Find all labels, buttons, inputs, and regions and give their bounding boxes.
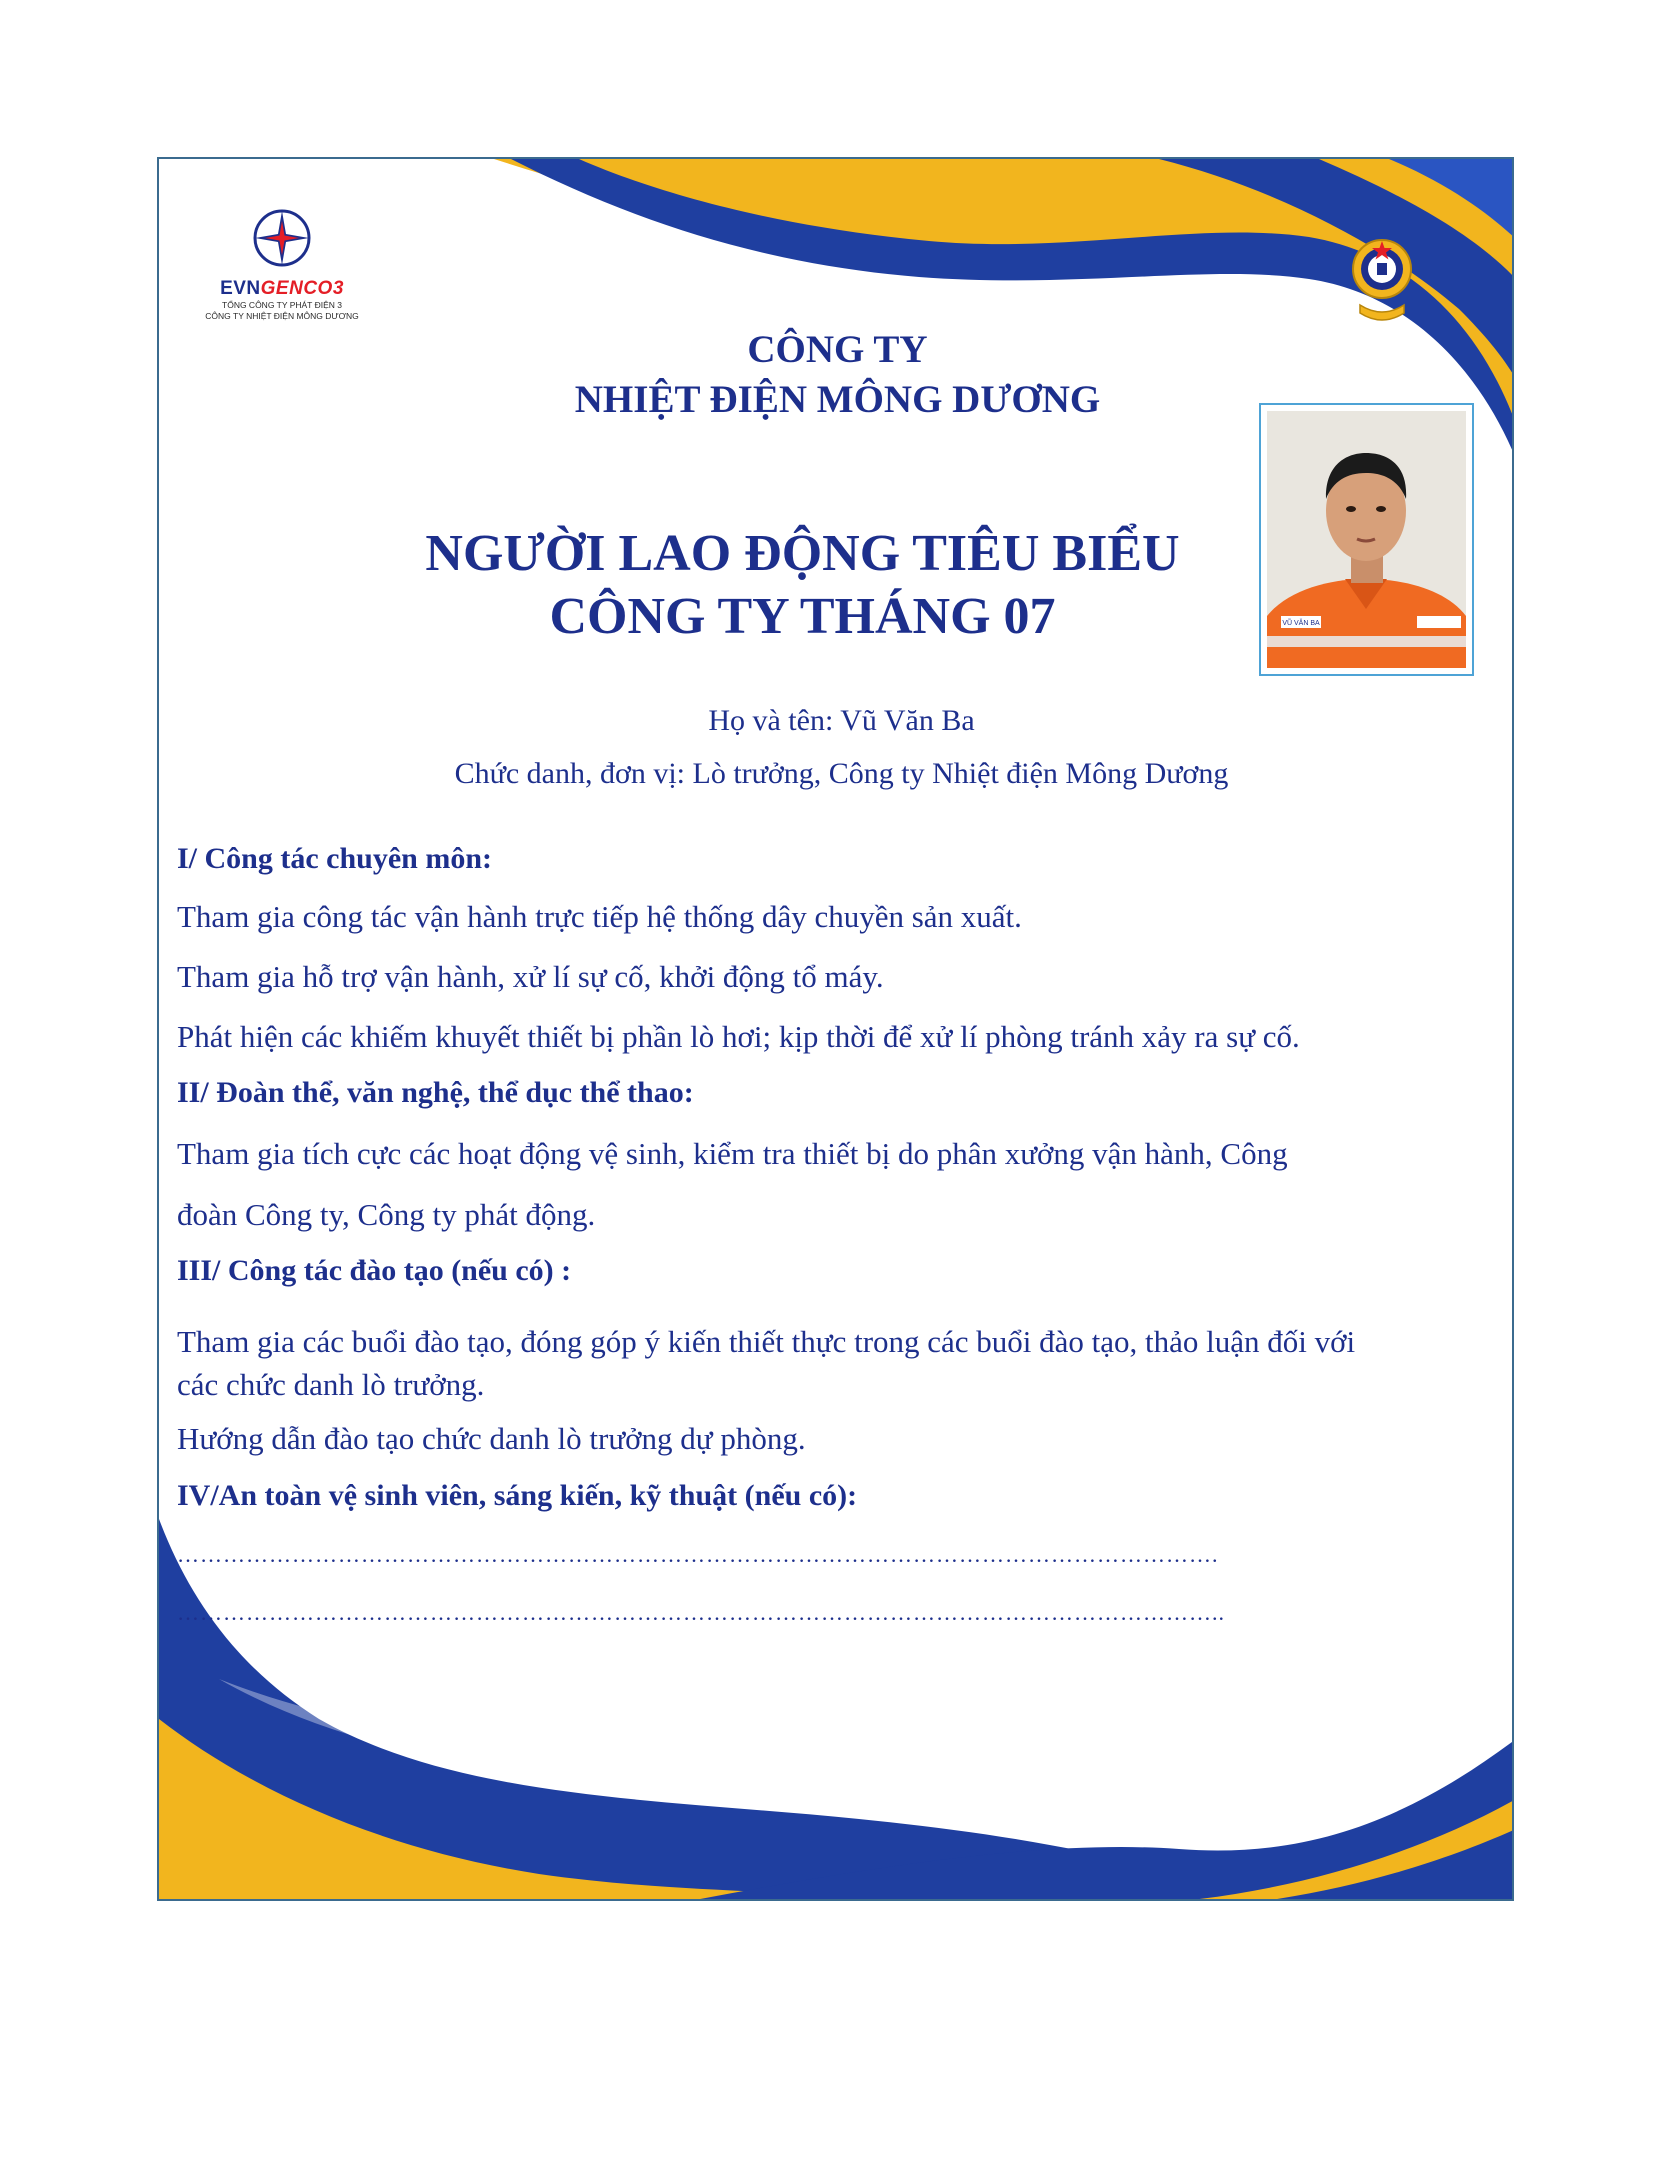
section-3-line-1: Tham gia các buổi đào tạo, đóng góp ý kiến thiết thực trong các buổi đào tạo, thảo luận đối với: [177, 1324, 1356, 1359]
section-1-line-2: Tham gia hỗ trợ vận hành, xử lí sự cố, khởi động tổ máy.: [177, 959, 884, 994]
section-2-line-1: Tham gia tích cực các hoạt động vệ sinh, kiểm tra thiết bị do phân xưởng vận hành, Công: [177, 1136, 1288, 1171]
person-title: Chức danh, đơn vị: Lò trưởng, Công ty Nhiệt điện Mông Dương: [454, 757, 1229, 790]
section-4-heading: IV/An toàn vệ sinh viên, sáng kiến, kỹ thuật (nếu có):: [177, 1479, 858, 1512]
section-3-heading: III/ Công tác đào tạo (nếu có) :: [177, 1254, 572, 1287]
section-4-placeholder-2: ………………………………………………………………………………………………………………………..: [177, 1600, 1225, 1625]
section-2-line-2: đoàn Công ty, Công ty phát động.: [177, 1197, 596, 1232]
company-line-1: CÔNG TY: [747, 328, 928, 371]
section-1-line-1: Tham gia công tác vận hành trực tiếp hệ thống dây chuyền sản xuất.: [177, 899, 1022, 934]
title-line-1: NGƯỜI LAO ĐỘNG TIÊU BIỂU: [425, 525, 1180, 582]
evn-subtitle-1: TỔNG CÔNG TY PHÁT ĐIỆN 3: [222, 300, 342, 310]
section-3-line-3: Hướng dẫn đào tạo chức danh lò trưởng dự phòng.: [177, 1421, 806, 1456]
person-name: Họ và tên: Vũ Văn Ba: [708, 704, 975, 737]
evn-brand-text: EVNGENCO3: [220, 278, 344, 299]
company-line-2: NHIỆT ĐIỆN MÔNG DƯƠNG: [574, 378, 1101, 421]
evn-star-icon: [251, 207, 313, 269]
section-2-heading: II/ Đoàn thể, văn nghệ, thể dục thể thao:: [177, 1076, 694, 1109]
section-1-line-3: Phát hiện các khiếm khuyết thiết bị phần lò hơi; kịp thời để xử lí phòng tránh xảy ra sự cố.: [177, 1019, 1300, 1054]
section-4-placeholder-1: ……………………………………………………………………………………………………………………….: [177, 1542, 1219, 1567]
section-3-line-2: các chức danh lò trưởng.: [177, 1367, 485, 1402]
trade-union-emblem-icon: [1350, 233, 1414, 327]
title-line-2: CÔNG TY THÁNG 07: [549, 588, 1056, 645]
document-frame: [157, 157, 1514, 1901]
evn-genco3-logo: [177, 207, 387, 322]
evn-subtitle-2: CÔNG TY NHIỆT ĐIỆN MÔNG DƯƠNG: [205, 311, 359, 321]
photo-badge-name: VŨ VĂN BA: [1282, 620, 1320, 627]
section-1-heading: I/ Công tác chuyên môn:: [177, 842, 493, 875]
employee-photo: [1259, 403, 1474, 676]
